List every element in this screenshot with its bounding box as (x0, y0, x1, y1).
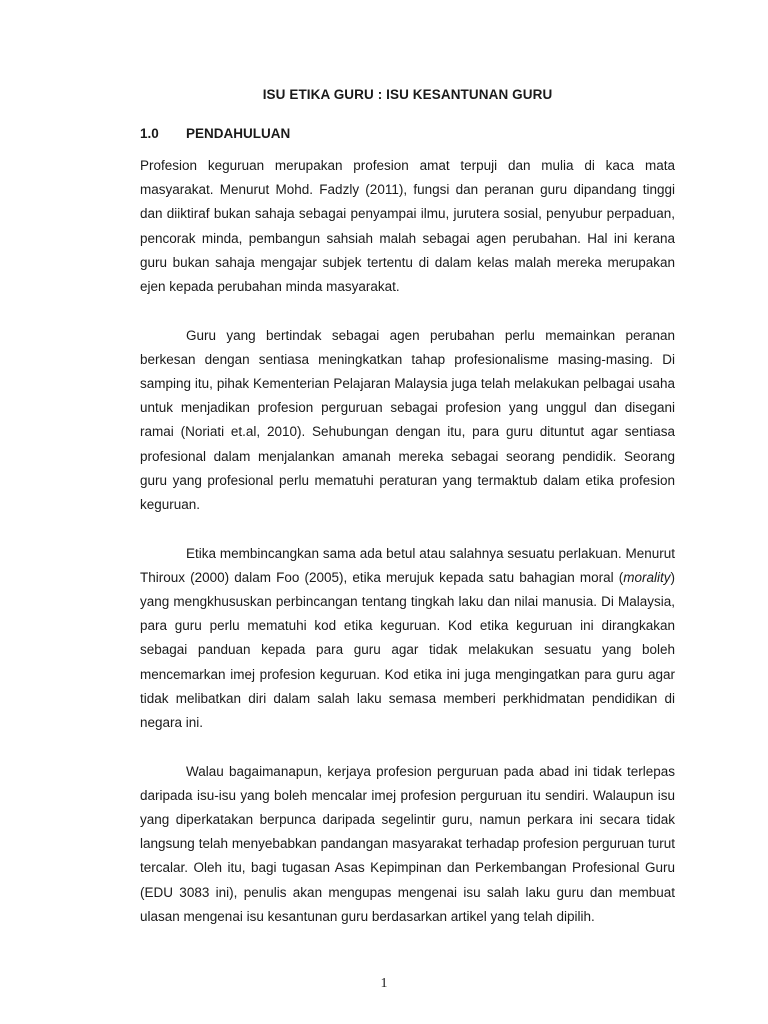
paragraph-3-part-2: ) yang mengkhususkan perbincangan tentang tingkah laku dan nilai manusia. Di Malaysia, para guru perlu mematuhi kod etika keguruan. Kod etika keguruan ini dirangkakan sebagai panduan kepada para guru agar tidak melakukan sesuatu yang boleh mencemarkan imej profesion keguruan. Kod etika ini juga mengingatkan para guru agar tidak melibatkan diri dalam salah laku semasa memberi perkhidmatan pendidikan di negara ini. (140, 569, 675, 731)
body-text (140, 154, 675, 953)
paragraph-3 (140, 542, 675, 736)
paragraph-3-part-1: Etika membincangkan sama ada betul atau salahnya sesuatu perlakuan. Menurut Thiroux (2000) dalam Foo (2005), etika merujuk kepada satu bahagian moral ( (140, 545, 675, 585)
paragraph-2: Guru yang bertindak sebagai agen perubahan perlu memainkan peranan berkesan dengan sentiasa meningkatkan tahap profesionalisme masing-masing. Di samping itu, pihak Kementerian Pelajaran Malaysia juga telah melakukan pelbagai usaha untuk menjadikan profesion perguruan sebagai profesion yang unggul dan disegani ramai (Noriati et.al, 2010). Sehubungan dengan itu, para guru dituntut agar sentiasa profesional dalam menjalankan amanah mereka sebagai seorang pendidik. Seorang guru yang profesional perlu mematuhi peraturan yang termaktub dalam etika profesion keguruan. (140, 327, 675, 513)
section-number: 1.0 (140, 126, 159, 141)
document-title: ISU ETIKA GURU : ISU KESANTUNAN GURU (262, 87, 553, 102)
paragraph-3-italic-term: morality (623, 569, 671, 585)
paragraph-1: Profesion keguruan merupakan profesion amat terpuji dan mulia di kaca mata masyarakat. Menurut Mohd. Fadzly (2011), fungsi dan peranan guru dipandang tinggi dan diiktiraf bukan sahaja sebagai penyampai ilmu, jurutera sosial, penyubur perpaduan, pencorak minda, pembangun sahsiah malah sebagai agen perubahan. Hal ini kerana guru bukan sahaja mengajar subjek tertentu di dalam kelas malah mereka merupakan ejen kepada perubahan minda masyarakat. (140, 158, 675, 295)
section-title: PENDAHULUAN (186, 126, 291, 141)
page-number: 1 (380, 976, 388, 991)
section-heading (140, 126, 290, 141)
paragraph-4: Walau bagaimanapun, kerjaya profesion perguruan pada abad ini tidak terlepas daripada isu-isu yang boleh mencalar imej profesion perguruan itu sendiri. Walaupun isu yang diperkatakan berpunca daripada segelintir guru, namun perkara ini secara tidak langsung telah menyebabkan pandangan masyarakat terhadap profesion perguruan turut tercalar. Oleh itu, bagi tugasan Asas Kepimpinan dan Perkembangan Profesional Guru (EDU 3083 ini), penulis akan mengupas mengenai isu salah laku guru dan membuat ulasan mengenai isu kesantunan guru berdasarkan artikel yang telah dipilih. (140, 763, 675, 924)
